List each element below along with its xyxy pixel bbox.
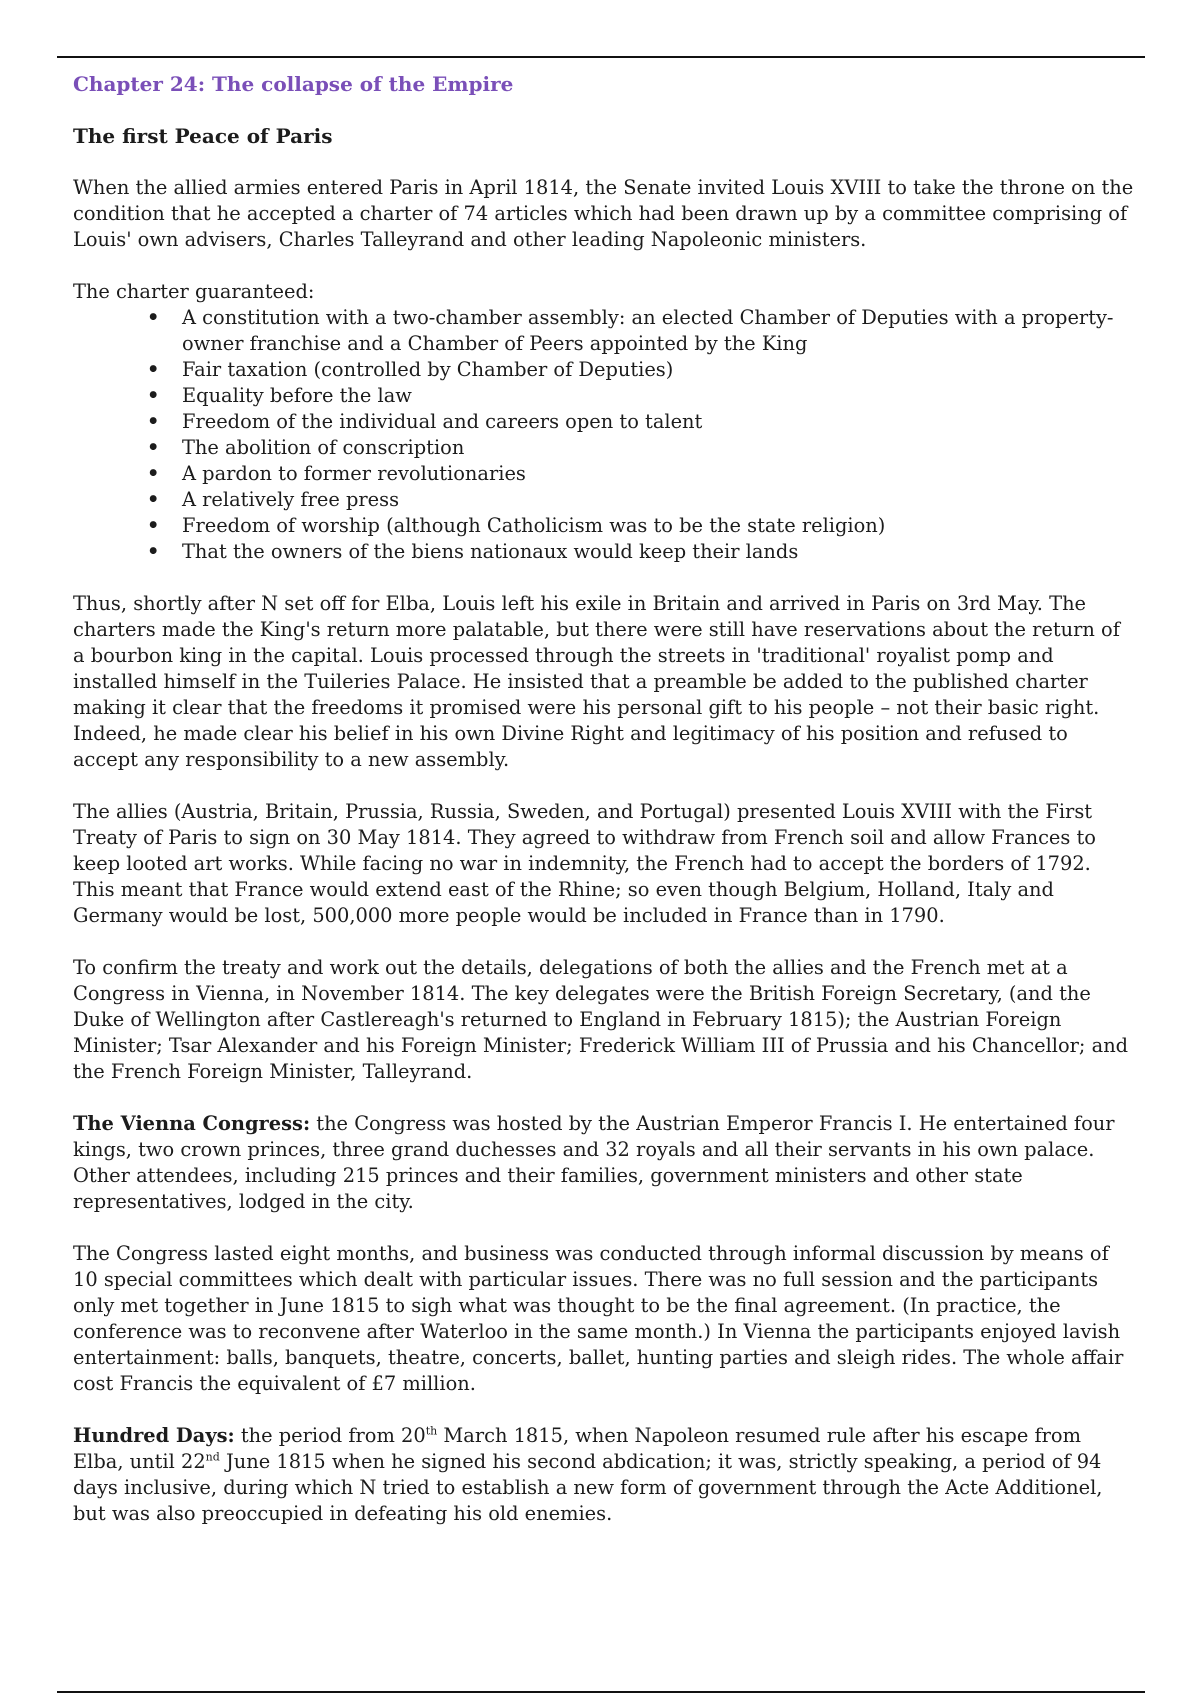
list-item: • A constitution with a two-chamber assembly: an elected Chamber of Deputies with a property-owner franchise and a Chamber of Peers appointed by the King [182,305,1135,357]
paragraph-congress: The Congress lasted eight months, and business was conducted through informal discussion by means of 10 special committees which dealt with particular issues. There was no full session and the participants only met together in June 1815 to sigh what was thought to be the final agreement. (In practice, the conference was to reconvene after Waterloo in the same month.) In Vienna the participants enjoyed lavish entertainment: balls, banquets, theatre, concerts, ballet, hunting parties and sleigh rides. The whole affair cost Francis the equivalent of £7 million. [73,1242,1124,1395]
hundred-text-b: March 1815, when Napoleon resumed rule after his escape from Elba, until 22 [73,1424,1081,1473]
hundred-text-a: the period from 20 [234,1424,426,1447]
paragraph-allies: The allies (Austria, Britain, Prussia, Russia, Sweden, and Portugal) presented Louis XVIII with the First Treaty of Paris to sign on 30 May 1814. They agreed to withdraw from French soil and allow Frances to keep looted art works. While facing no war in indemnity, the French had to accept the borders of 1792. This meant that France would extend east of the Rhine; so even though Belgium, Holland, Italy and Germany would be lost, 500,000 more people would be included in France than in 1790. [73,800,1096,927]
list-item: • That the owners of the biens nationaux would keep their lands [182,539,1135,565]
list-item: • Equality before the law [182,383,1135,409]
header-rule [57,56,1145,58]
charter-lead: The charter guaranteed: [73,280,315,303]
charter-list [73,305,1135,565]
hundred-text-c: June 1815 when he signed his second abdication; it was, strictly speaking, a period of 94 days inclusive, during which N tried to establish a new form of government through the Acte Additionel, but was also preoccupied in defeating his old enemies. [73,1450,1103,1525]
chapter-title: Chapter 24: The collapse of the Empire [73,72,514,96]
section-title: The first Peace of Paris [73,124,333,148]
list-item: • Fair taxation (controlled by Chamber of Deputies) [182,357,1135,383]
list-item: • Freedom of worship (although Catholicism was to be the state religion) [182,513,1135,539]
vienna-term: The Vienna Congress: [73,1112,311,1135]
paragraph-intro: When the allied armies entered Paris in April 1814, the Senate invited Louis XVIII to take the throne on the condition that he accepted a charter of 74 articles which had been drawn up by a committee comprising of Louis' own advisers, Charles Talleyrand and other leading Napoleonic ministers. [73,176,1134,251]
list-item: • The abolition of conscription [182,435,1135,461]
hundred-days-term: Hundred Days: [73,1424,235,1447]
footer-rule [57,1691,1145,1693]
paragraph-hundred-days [73,1423,1135,1527]
paragraph-confirm: To confirm the treaty and work out the details, delegations of both the allies and the French met at a Congress in Vienna, in November 1814. The key delegates were the British Foreign Secretary, (and the Duke of Wellington after Castlereagh's returned to England in February 1815); the Austrian Foreign Minister; Tsar Alexander and his Foreign Minister; Frederick William III of Prussia and his Chancellor; and the French Foreign Minister, Talleyrand. [73,956,1129,1083]
list-item: • A pardon to former revolutionaries [182,461,1135,487]
paragraph-vienna [73,1111,1135,1215]
paragraph-return: Thus, shortly after N set off for Elba, Louis left his exile in Britain and arrived in Paris on 3rd May. The charters made the King's return more palatable, but there were still have reservations about the return of a bourbon king in the capital. Louis processed through the streets in 'traditional' royalist pomp and installed himself in the Tuileries Palace. He insisted that a preamble be added to the published charter making it clear that the freedoms it promised were his personal gift to his people – not their basic right. Indeed, he made clear his belief in his own Divine Right and legitimacy of his position and refused to accept any responsibility to a new assembly. [73,592,1120,771]
vienna-text: the Congress was hosted by the Austrian Emperor Francis I. He entertained four kings, two crown princes, three grand duchesses and 32 royals and all their servants in his own palace. Other attendees, including 215 princes and their families, government ministers and other state representatives, lodged in the city. [73,1112,1115,1213]
list-item: • A relatively free press [182,487,1135,513]
ordinal-suffix: nd [205,1450,220,1464]
list-item: • Freedom of the individual and careers open to talent [182,409,1135,435]
document-body [73,70,1135,1553]
ordinal-suffix: th [425,1424,438,1438]
